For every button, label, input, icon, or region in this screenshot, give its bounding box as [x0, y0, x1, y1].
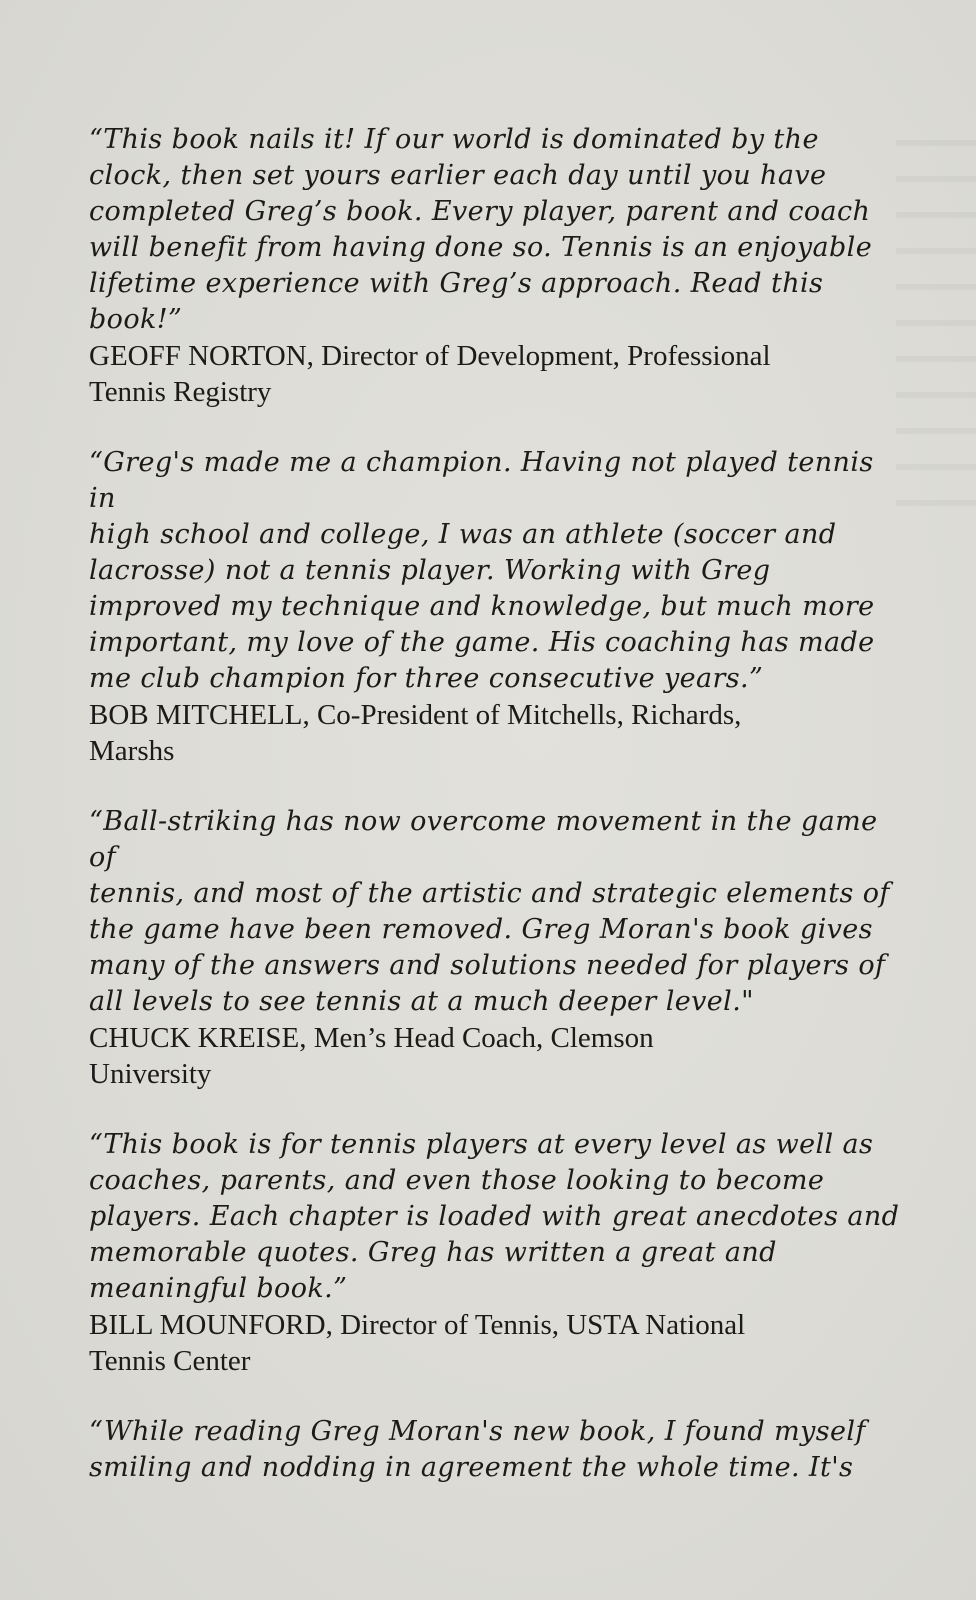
endorsement-block — [89, 804, 909, 1092]
endorsement-quote: “This book nails it! If our world is dominated by the clock, then set yours earlier each day until you have completed Greg’s book. Every player, parent and coach will benefit from having done so. Tennis is an enjoyable lifetime experience with Greg’s approach. Read this book!” — [89, 124, 873, 335]
endorsement-quote: “Ball-striking has now overcome movement in the game of tennis, and most of the artistic and strategic elements of the game have been removed. Greg Moran's book gives many of the answers and solutions needed for players of all levels to see tennis at a much deeper level." — [89, 806, 890, 1017]
endorsement-attribution: BOB MITCHELL, Co-President of Mitchells, Richards, Marshs — [89, 699, 742, 767]
endorsement-quote: “This book is for tennis players at every level as well as coaches, parents, and even those looking to become players. Each chapter is loaded with great anecdotes and memorable quotes. Greg has written a great and meaningful book.” — [89, 1129, 900, 1304]
endorsement-block — [89, 122, 909, 410]
endorsement-attribution: BILL MOUNFORD, Director of Tennis, USTA National Tennis Center — [89, 1309, 746, 1377]
endorsement-block — [89, 445, 909, 769]
endorsement-quote: “Greg's made me a champion. Having not played tennis in high school and college, I was an athlete (soccer and lacrosse) not a tennis player. Working with Greg improved my technique and knowledge, but much more important, my love of the game. His coaching has made me club champion for three consecutive years.” — [89, 447, 875, 694]
endorsement-attribution: GEOFF NORTON, Director of Development, Professional Tennis Registry — [89, 340, 771, 408]
endorsement-attribution: CHUCK KREISE, Men’s Head Coach, Clemson University — [89, 1022, 654, 1090]
endorsement-quote: “While reading Greg Moran's new book, I found myself smiling and nodding in agreement the whole time. It's — [89, 1416, 866, 1483]
endorsement-block — [89, 1414, 909, 1486]
endorsement-block — [89, 1127, 909, 1379]
endorsements-list — [89, 122, 909, 1521]
